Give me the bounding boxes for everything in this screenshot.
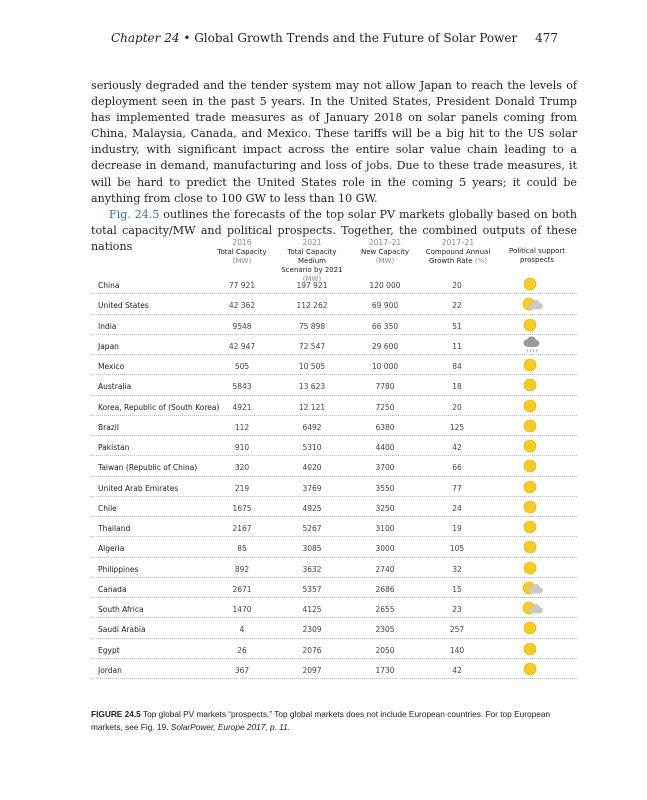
sun-icon: [521, 356, 543, 374]
country-cell: Thailand: [98, 524, 131, 533]
paragraph-2-text: outlines the forecasts of the top solar PV markets globally based on both total capacity/MW and political prospects. Together, the combined outputs of these nations: [91, 207, 577, 253]
pv-markets-table: [91, 238, 577, 679]
sun-icon: [521, 660, 543, 678]
total-2016-cell: 4921: [232, 402, 252, 412]
country-cell: Pakistan: [98, 443, 130, 452]
total-2021-cell: 12 121: [298, 402, 326, 412]
total-2021-cell: 6492: [302, 422, 322, 432]
cagr-cell: 18: [452, 382, 462, 392]
country-cell: United Arab Emirates: [98, 483, 179, 493]
country-cell: Canada: [98, 584, 127, 594]
country-cell: Saudi Arabia: [98, 625, 146, 635]
total-2016-cell: 42 362: [228, 301, 256, 311]
country-cell: Japan: [98, 341, 119, 351]
cagr-cell: 15: [452, 584, 462, 594]
new-capacity-cell: 6380: [375, 422, 395, 432]
cagr-cell: 105: [449, 544, 465, 554]
total-2021-cell: 3632: [302, 564, 322, 574]
new-capacity-cell: 2050: [375, 645, 395, 655]
total-2016-cell: 4: [239, 625, 245, 635]
sun-icon: [521, 498, 543, 516]
new-capacity-cell: 7780: [375, 382, 395, 392]
sun-icon: [521, 619, 543, 637]
total-2021-cell: 72 547: [298, 341, 326, 351]
sun-icon: [521, 518, 543, 536]
bullet: •: [183, 31, 191, 45]
chapter-title: Global Growth Trends and the Future of Solar Power: [194, 31, 518, 45]
rain-cloud-icon: [521, 336, 543, 354]
total-2016-cell: 2671: [232, 584, 252, 594]
total-2021-cell: 3085: [302, 544, 322, 554]
total-2021-cell: 13 623: [298, 382, 326, 392]
cagr-cell: 20: [452, 402, 462, 412]
country-cell: United States: [98, 301, 149, 311]
paragraph-1: seriously degraded and the tender system may not allow Japan to reach the levels of deployment seen in the past 5 years. In the United States, President Donald Trump has implemented trade measures as of January 2018 on solar panels coming from China, Malaysia, Canada, and Mexico. These tariffs will be a big hit to the US solar industry, with significant impact across the entire solar value chain leading to a decrease in demand, manufacturing and loss of jobs. Due to these trade measures, it will be hard to predict the United States role in the coming 5 years; it could be anything from close to 100 GW to less than 10 GW.: [91, 79, 577, 205]
sun-icon: [521, 376, 543, 394]
table-row: [91, 517, 577, 537]
total-2016-cell: 219: [234, 483, 250, 493]
new-capacity-cell: 3700: [375, 463, 395, 473]
total-2016-cell: 320: [234, 463, 250, 473]
country-cell: Algeria: [98, 544, 125, 554]
table-row: [91, 315, 577, 335]
table-row: [91, 537, 577, 557]
cagr-cell: 32: [452, 564, 462, 574]
cagr-cell: 84: [452, 362, 462, 371]
total-2016-cell: 1675: [232, 503, 252, 513]
total-2016-cell: 505: [234, 362, 250, 371]
total-2016-cell: 42 947: [228, 341, 256, 351]
new-capacity-cell: 2305: [375, 625, 395, 635]
new-capacity-cell: 7250: [375, 402, 395, 412]
sun-icon: [521, 478, 543, 496]
table-row: [91, 558, 577, 578]
total-2016-cell: 77 921: [228, 281, 256, 290]
sun-icon: [521, 640, 543, 658]
total-2021-cell: 5357: [302, 584, 322, 594]
new-capacity-cell: 29 600: [371, 341, 399, 351]
table-row: [91, 335, 577, 355]
cagr-cell: 125: [449, 422, 465, 432]
country-cell: Chile: [98, 503, 117, 513]
sun-icon: [521, 457, 543, 475]
cagr-cell: 19: [452, 524, 462, 533]
header-new-capacity: 2017–21 New Capacity (MW): [360, 238, 410, 265]
table-row: [91, 659, 577, 679]
country-cell: Taiwan (Republic of China): [98, 463, 198, 473]
total-2021-cell: 10 505: [298, 362, 326, 371]
total-2021-cell: 2309: [302, 625, 322, 635]
new-capacity-cell: 3550: [375, 483, 395, 493]
cagr-cell: 66: [452, 463, 462, 473]
total-2021-cell: 4925: [302, 503, 322, 513]
table-row: [91, 578, 577, 598]
sun-icon: [521, 538, 543, 556]
new-capacity-cell: 10 000: [371, 362, 399, 371]
table-row: [91, 294, 577, 314]
table-row: [91, 274, 577, 294]
total-2016-cell: 85: [237, 544, 247, 554]
cagr-cell: 42: [452, 665, 462, 675]
cagr-cell: 11: [452, 341, 462, 351]
total-2021-cell: 197 921: [296, 281, 328, 290]
caption-source: SolarPower, Europe 2017, p. 11.: [170, 721, 291, 732]
total-2016-cell: 910: [234, 443, 250, 452]
table-row: [91, 456, 577, 476]
total-2021-cell: 5267: [302, 524, 322, 533]
partly-cloudy-icon: [521, 599, 543, 617]
country-cell: Australia: [98, 382, 132, 392]
sun-icon: [521, 437, 543, 455]
total-2021-cell: 75 898: [298, 321, 326, 331]
total-2021-cell: 2076: [302, 645, 322, 655]
total-2016-cell: 367: [234, 665, 250, 675]
figure-caption: [91, 708, 577, 733]
sun-icon: [521, 397, 543, 415]
country-cell: Mexico: [98, 362, 125, 371]
total-2016-cell: 892: [234, 564, 250, 574]
new-capacity-cell: 2740: [375, 564, 395, 574]
new-capacity-cell: 3000: [375, 544, 395, 554]
chapter-label: Chapter 24: [110, 31, 180, 45]
country-cell: India: [98, 321, 117, 331]
total-2021-cell: 4125: [302, 605, 322, 614]
sun-icon: [521, 417, 543, 435]
header-total-2021: 2021 Total Capacity Medium Scenario by 2021 (MW): [281, 238, 343, 283]
table-row: [91, 396, 577, 416]
new-capacity-cell: 66 350: [371, 321, 399, 331]
table-row: [91, 497, 577, 517]
country-cell: Korea, Republic of (South Korea): [98, 402, 220, 412]
figure-label: FIGURE 24.5: [91, 709, 141, 719]
table-row: [91, 477, 577, 497]
new-capacity-cell: 69 900: [371, 301, 399, 311]
table-row: [91, 618, 577, 638]
total-2021-cell: 112 262: [296, 301, 328, 311]
table-row: [91, 639, 577, 659]
cagr-cell: 22: [452, 301, 462, 311]
total-2016-cell: 5843: [232, 382, 252, 392]
total-2021-cell: 3769: [302, 483, 322, 493]
table-header: [91, 238, 577, 283]
total-2016-cell: 112: [234, 422, 250, 432]
cagr-cell: 20: [452, 281, 462, 290]
country-cell: Egypt: [98, 645, 120, 655]
cagr-cell: 140: [449, 645, 465, 655]
total-2016-cell: 9548: [232, 321, 252, 331]
table-row: [91, 598, 577, 618]
country-cell: Jordan: [98, 665, 122, 675]
sun-icon: [521, 275, 543, 293]
sun-icon: [521, 559, 543, 577]
new-capacity-cell: 120 000: [369, 281, 401, 290]
header-political-support: Political support prospects: [508, 247, 566, 264]
body-text: [91, 78, 577, 255]
running-head: [111, 31, 558, 45]
country-cell: South Africa: [98, 605, 144, 614]
total-2016-cell: 26: [237, 645, 247, 655]
country-cell: Brazil: [98, 422, 119, 432]
partly-cloudy-icon: [521, 579, 543, 597]
cagr-cell: 23: [452, 605, 462, 614]
figure-reference-link[interactable]: Fig. 24.5: [109, 207, 160, 221]
cagr-cell: 51: [452, 321, 462, 331]
table-row: [91, 375, 577, 395]
new-capacity-cell: 2686: [375, 584, 395, 594]
sun-icon: [521, 316, 543, 334]
new-capacity-cell: 4400: [375, 443, 395, 452]
header-total-2016: 2016 Total Capacity (MW): [217, 238, 267, 265]
total-2021-cell: 4020: [302, 463, 322, 473]
total-2021-cell: 2097: [302, 665, 322, 675]
cagr-cell: 77: [452, 483, 462, 493]
new-capacity-cell: 3100: [375, 524, 395, 533]
table-row: [91, 355, 577, 375]
table-row: [91, 416, 577, 436]
new-capacity-cell: 1730: [375, 665, 395, 675]
new-capacity-cell: 2655: [375, 605, 395, 614]
country-cell: Philippines: [98, 564, 139, 574]
table-row: [91, 436, 577, 456]
page-number: 477: [535, 31, 558, 45]
cagr-cell: 24: [452, 503, 462, 513]
partly-cloudy-icon: [521, 295, 543, 313]
total-2016-cell: 2167: [232, 524, 252, 533]
cagr-cell: 42: [452, 443, 462, 452]
new-capacity-cell: 3250: [375, 503, 395, 513]
caption-text: Top global PV markets “prospects.” Top global markets does not include European countries. For top European markets, see Fig. 19.: [91, 709, 551, 732]
total-2021-cell: 5310: [302, 443, 322, 452]
total-2016-cell: 1470: [232, 605, 252, 614]
cagr-cell: 257: [449, 625, 465, 635]
header-cagr: 2017–21 Compound Annual Growth Rate (%): [425, 238, 491, 265]
table-body: [91, 274, 577, 679]
country-cell: China: [98, 281, 120, 290]
